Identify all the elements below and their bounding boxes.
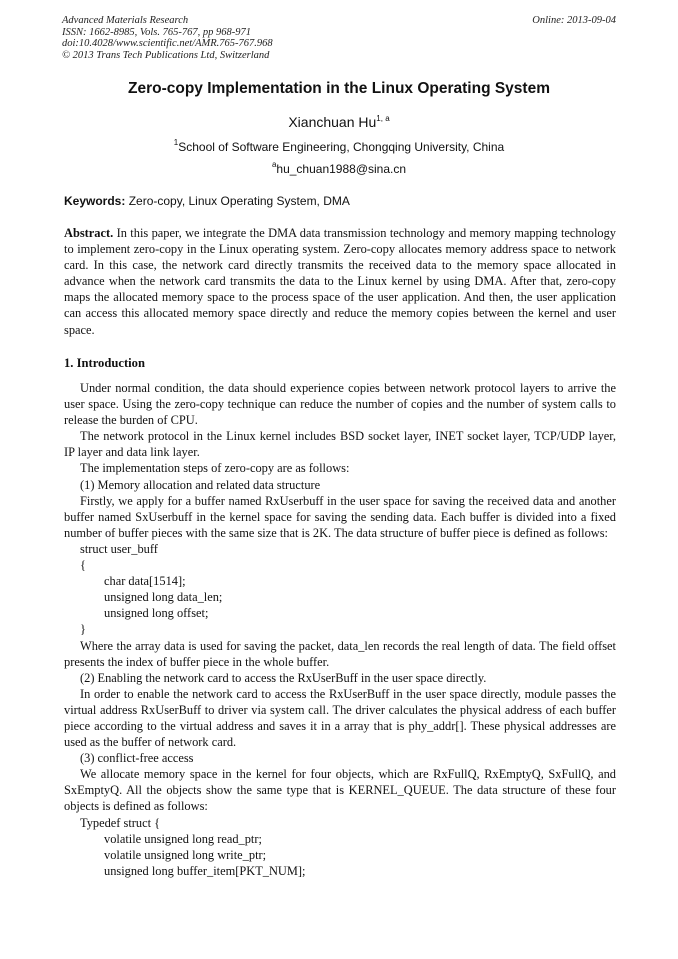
code-line: Typedef struct { (80, 815, 161, 830)
abstract (64, 225, 616, 338)
abstract-text: In this paper, we integrate the DMA data transmission technology and memory mapping technology to implement zero-copy in the Linux operating system. Zero-copy allocates memory address space to network card. In this case, the network card directly transmits the received data to the memory space allocated in advance when the network card transmits the data to the Linux kernel by using DMA. After that, zero-copy maps the allocated memory space to the process space of the user application. And then, the user application can access this allocated memory space directly and reduce the memory copies between the kernel and user space. (64, 226, 616, 337)
keywords (64, 194, 616, 208)
affiliation-line (0, 138, 678, 154)
abstract-label: Abstract. (64, 226, 114, 240)
author-superscript: 1, a (376, 114, 390, 123)
introduction-body (64, 380, 616, 879)
author-line (0, 114, 678, 130)
journal-name: Advanced Materials Research (62, 15, 189, 26)
section-heading: 1. Introduction (64, 356, 145, 370)
code-line: { (80, 558, 86, 573)
email-superscript: a (271, 160, 277, 169)
code-line: volatile unsigned long write_ptr; (104, 847, 267, 862)
code-line: unsigned long offset; (104, 606, 209, 621)
code-line: unsigned long buffer_item[PKT_NUM]; (104, 863, 306, 878)
paragraph: We allocate memory space in the kernel for four objects, which are RxFullQ, RxEmptyQ, SxFullQ, and SxEmptyQ. All the objects show the same type that is KERNEL_QUEUE. The data structure of these four objects is defined as follows: (64, 767, 616, 814)
step-heading: (3) conflict-free access (80, 751, 194, 766)
paragraph: Under normal condition, the data should experience copies between network protocol layers to arrive the user space. Using the zero-copy technique can reduce the number of copies and the number of system calls to release the burden of CPU. (64, 381, 616, 428)
paragraph: Firstly, we apply for a buffer named RxUserbuff in the user space for saving the received data and another buffer named SxUserbuff in the kernel space for saving the sending data. Each buffer is divided into a fixed number of buffer pieces with the same size that is 2K. The data structure of buffer piece is defined as follows: (64, 493, 616, 540)
paragraph: In order to enable the network card to access the RxUserBuff in the user space directly, module passes the virtual address RxUserBuff to driver via system call. The driver calculates the physical address of each buffer piece according to the virtual address and saves it in a array that is phy_addr[]. These physical addresses are used as the buffer of network card. (64, 686, 616, 750)
journal-copyright: © 2013 Trans Tech Publications Ltd, Switzerland (62, 49, 270, 61)
paper-title: Zero-copy Implementation in the Linux Operating System (127, 80, 550, 97)
email-line (0, 160, 678, 176)
paragraph: The network protocol in the Linux kernel includes BSD socket layer, INET socket layer, TCP/UDP layer, IP layer and data link layer. (64, 429, 616, 460)
code-line: unsigned long data_len; (104, 590, 223, 605)
step-heading: (1) Memory allocation and related data structure (80, 477, 321, 492)
code-line: volatile unsigned long read_ptr; (104, 831, 262, 846)
online-date: Online: 2013-09-04 (532, 15, 616, 26)
paragraph: The implementation steps of zero-copy are as follows: (80, 461, 350, 476)
keywords-text: Zero-copy, Linux Operating System, DMA (128, 194, 350, 208)
journal-doi: doi:10.4028/www.scientific.net/AMR.765-767.968 (62, 38, 273, 49)
code-line: struct user_buff (80, 541, 158, 556)
code-line: } (80, 622, 86, 637)
code-line: char data[1514]; (104, 574, 186, 589)
keywords-label: Keywords: (64, 194, 126, 208)
email-address: hu_chuan1988@sina.cn (276, 162, 407, 176)
step-heading: (2) Enabling the network card to access the RxUserBuff in the user space directly. (80, 670, 487, 685)
author-name: Xianchuan Hu (288, 114, 377, 130)
affiliation-text: School of Software Engineering, Chongqing University, China (178, 140, 505, 154)
journal-issn: ISSN: 1662-8985, Vols. 765-767, pp 968-971 (62, 26, 251, 38)
paragraph: Where the array data is used for saving the packet, data_len records the real length of data. The field offset presents the index of buffer piece in the whole buffer. (64, 638, 616, 669)
affiliation-superscript: 1 (173, 138, 179, 147)
journal-header (62, 15, 616, 61)
